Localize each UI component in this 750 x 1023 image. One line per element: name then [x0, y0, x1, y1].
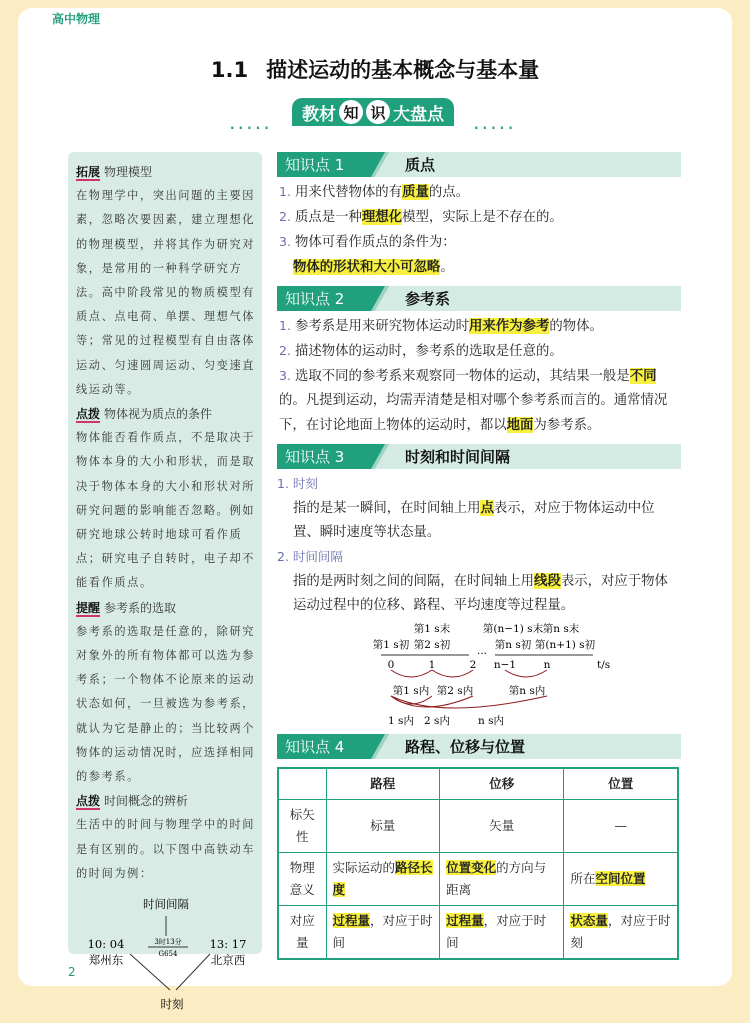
text-segment: — — [614, 818, 627, 833]
text-segment: 的。凡提到运动，均需弄清楚是相对哪个参考系而言的。通常情况下，在讨论地面上物体的运动时，都以 — [279, 393, 668, 433]
table-row — [278, 906, 678, 960]
text-segment: 矢量 — [489, 818, 515, 833]
timeline-diagram — [371, 620, 611, 728]
section-header — [277, 286, 681, 311]
subheading-interval: 2. 时间间隔 — [277, 549, 343, 564]
interval-label: 时间间隔 — [143, 897, 189, 912]
cum-label: 1 s内 — [388, 715, 414, 727]
text-segment: 为参考系。 — [533, 418, 601, 433]
arrow-left-moment — [130, 954, 170, 990]
row-header — [278, 906, 326, 960]
list-item — [277, 180, 681, 205]
duration: 3时13分 — [154, 938, 182, 947]
note — [76, 160, 256, 402]
moment-label: 时刻 — [160, 997, 184, 1012]
tick: 0 — [387, 659, 395, 671]
text-segment: 所在 — [570, 871, 596, 886]
text-segment: 的方向与距离 — [446, 860, 547, 897]
tl-mid: 第n s初 — [494, 639, 532, 651]
section-label: 知识点 3 — [277, 444, 371, 469]
text-segment: 的物体。 — [549, 319, 603, 334]
text-segment: 实际运动的 — [332, 860, 396, 875]
highlight-text: 路径长度 — [332, 860, 433, 897]
text-segment: 物体可看作质点的条件为： — [294, 235, 456, 250]
text-segment: 参考系是用来研究物体运动时 — [294, 319, 470, 334]
section-name: 时刻和时间间隔 — [405, 448, 511, 466]
section-2-list — [277, 314, 681, 438]
banner-b: 知 — [339, 100, 363, 124]
item-number: 2. — [279, 209, 291, 224]
tick: n — [543, 659, 551, 671]
page-number: 2 — [68, 965, 76, 979]
highlight-text: 线段 — [534, 573, 561, 589]
title-text: 描述运动的基本概念与基本量 — [266, 58, 540, 82]
text-segment: 模型，实际上是不存在的。 — [402, 210, 563, 225]
highlight-text: 不同 — [629, 368, 657, 384]
section-name: 路程、位移与位置 — [405, 738, 526, 756]
sidebar-notes — [68, 152, 262, 1012]
note — [76, 789, 256, 886]
interval-text — [277, 569, 681, 618]
within-arc — [505, 670, 547, 677]
highlight-text: 过程量 — [332, 913, 371, 928]
section-header — [277, 444, 681, 469]
main-content — [277, 152, 681, 960]
within-label: 第1 s内 — [392, 685, 430, 697]
text-segment: 标矢性 — [289, 807, 315, 844]
item-number: 2. — [279, 343, 291, 358]
note-title: 物理模型 — [104, 165, 153, 179]
banner — [276, 98, 470, 126]
item-number: 1. — [279, 318, 291, 333]
table-cell — [564, 853, 678, 906]
highlight-text: 状态量 — [570, 913, 608, 928]
note-body: 生活中的时间与物理学中的时间是有区别的。以下图中高铁动车的时间为例： — [76, 818, 256, 880]
text-segment: 表示，对应于物体运动过程中的位移、路程、平均速度等过程量。 — [293, 574, 668, 613]
text-segment: ，对应于时间 — [332, 913, 433, 950]
banner-c: 识 — [366, 100, 390, 124]
tl-mid: 第1 s初 — [372, 639, 410, 651]
note-body: 参考系的选取是任意的，除研究对象外的所有物体都可以选为参考系；一个物体不论原来的运动状态如何，一旦被选为参考系，就认为它是静止的；当比较两个物体的运动情况时，应选择相同的参考系。 — [76, 624, 256, 784]
depart-station: 郑州东 — [88, 953, 124, 968]
highlight-text: 空间位置 — [595, 871, 646, 886]
note-tag: 点拨 — [76, 407, 101, 422]
text-segment: 的点。 — [428, 185, 470, 200]
text-segment: 物理意义 — [289, 860, 315, 897]
depart-time: 10: 04 — [87, 937, 125, 952]
highlight-text: 质量 — [402, 184, 429, 200]
note-body: 物体能否看作质点，不是取决于物体本身的大小和形状，而是取决于物体本身的大小和形状对所研究问题的影响能否忽略。例如研究地球公转时地球可看作质点；研究电子自转时，电子却不能看作质点。 — [76, 431, 256, 590]
train-number: G654 — [158, 950, 178, 959]
banner-a: 教材 — [302, 104, 336, 125]
section-1-list — [277, 180, 681, 280]
banner-dots-left: ..... — [230, 118, 273, 132]
item-number: 3. — [279, 234, 291, 249]
row-header — [278, 853, 326, 906]
subheading-moment: 1. 时刻 — [277, 476, 318, 491]
table-cell — [440, 853, 564, 906]
train-time-diagram — [76, 894, 256, 1014]
note-title: 物体视为质点的条件 — [104, 407, 213, 422]
list-item — [277, 364, 681, 438]
table-cell — [440, 906, 564, 960]
comparison-table — [277, 767, 679, 960]
table-cell — [326, 853, 440, 906]
row-header — [278, 800, 326, 853]
text-segment: 。 — [440, 260, 454, 275]
column-header: 位移 — [440, 768, 564, 800]
highlight-text: 地面 — [506, 417, 534, 433]
section-label: 知识点 1 — [277, 152, 371, 177]
text-segment: 用来代替物体的有 — [294, 185, 403, 200]
table-cell — [326, 800, 440, 853]
arrive-time: 13: 17 — [209, 937, 247, 952]
arrive-station: 北京西 — [210, 953, 246, 968]
axis-label: t/s — [597, 659, 611, 671]
tick: 1 — [428, 659, 436, 671]
text-segment: 选取不同的参考系来观察同一物体的运动，其结果一般是 — [294, 369, 630, 384]
banner-d: 大盘点 — [393, 104, 444, 125]
cum-arc — [391, 696, 473, 707]
page-title — [0, 54, 750, 84]
cum-label: n s内 — [478, 715, 504, 727]
subject-label: 高中物理 — [52, 12, 101, 26]
table-cell — [326, 906, 440, 960]
note-tag: 拓展 — [76, 165, 101, 179]
table-cell — [564, 906, 678, 960]
note-tag: 提醒 — [76, 600, 101, 615]
note — [76, 402, 256, 596]
table-cell — [564, 800, 678, 853]
highlight-text: 过程量 — [446, 913, 484, 928]
item-number: 3. — [279, 368, 291, 383]
tl-top: 第1 s末 — [413, 623, 451, 635]
cum-label: 2 s内 — [424, 715, 450, 727]
section-header — [277, 734, 681, 759]
list-item — [277, 230, 681, 255]
note-tag: 点拨 — [76, 794, 101, 809]
item-number: 1. — [279, 184, 291, 199]
tl-mid: 第2 s初 — [413, 639, 451, 651]
note-body: 在物理学中，突出问题的主要因素，忽略次要因素，建立理想化的物理模型，并将其作为研究对象，是常用的一种科学研究方法。高中阶段常见的物质模型有质点、点电荷、单摆、理想气体等；常见的过程模型有自由落体运动、匀速圆周运动、匀变速直线运动等。 — [76, 189, 256, 396]
section-name: 质点 — [405, 156, 436, 174]
banner-dots-right: ..... — [474, 118, 517, 132]
table-row — [278, 853, 678, 906]
section-label: 知识点 2 — [277, 286, 371, 311]
column-header: 路程 — [326, 768, 440, 800]
text-segment: 指的是两时刻之间的间隔，在时间轴上用 — [293, 574, 535, 589]
arrow-right-moment — [176, 954, 210, 990]
column-header: 位置 — [564, 768, 678, 800]
note — [76, 596, 256, 790]
table-cell — [440, 800, 564, 853]
axis-dots: ··· — [477, 648, 488, 660]
section-header — [277, 152, 681, 177]
tl-mid: 第(n+1) s初 — [534, 639, 596, 651]
within-arc — [391, 670, 473, 677]
highlight-text: 用来作为参考 — [469, 318, 550, 334]
list-item — [277, 255, 681, 280]
within-label: 第n s内 — [508, 685, 546, 697]
text-segment: 对应量 — [289, 913, 315, 950]
text-segment: 描述物体的运动时，参考系的选取是任意的。 — [294, 344, 563, 359]
highlight-text: 点 — [480, 500, 494, 516]
note-title: 参考系的选取 — [104, 600, 177, 615]
within-label: 第2 s内 — [436, 685, 474, 697]
tl-top: 第(n−1) s末 — [482, 623, 544, 635]
highlight-text: 理想化 — [361, 209, 403, 225]
list-item — [277, 339, 681, 364]
text-segment: 质点是一种 — [294, 210, 362, 225]
section-label: 知识点 4 — [277, 734, 371, 759]
column-header — [278, 768, 326, 800]
section-name: 参考系 — [405, 290, 451, 308]
text-segment: ，对应于时刻 — [570, 913, 671, 950]
highlight-text: 物体的形状和大小可忽略 — [293, 259, 441, 275]
text-segment: 标量 — [370, 818, 396, 833]
list-item — [277, 205, 681, 230]
tick: 2 — [469, 659, 477, 671]
highlight-text: 位置变化 — [446, 860, 497, 875]
tl-top: 第n s末 — [542, 623, 580, 635]
note-title: 时间概念的辨析 — [104, 794, 189, 809]
text-segment: 表示，对应于物体运动中位置、瞬时速度等状态量。 — [293, 501, 655, 540]
tick: n−1 — [493, 659, 517, 671]
moment-text — [277, 496, 681, 545]
table-row — [278, 800, 678, 853]
text-segment: 指的是某一瞬间，在时间轴上用 — [293, 501, 481, 516]
text-segment: ，对应于时间 — [446, 913, 547, 950]
list-item — [277, 314, 681, 339]
section-number: 1.1 — [210, 58, 249, 82]
